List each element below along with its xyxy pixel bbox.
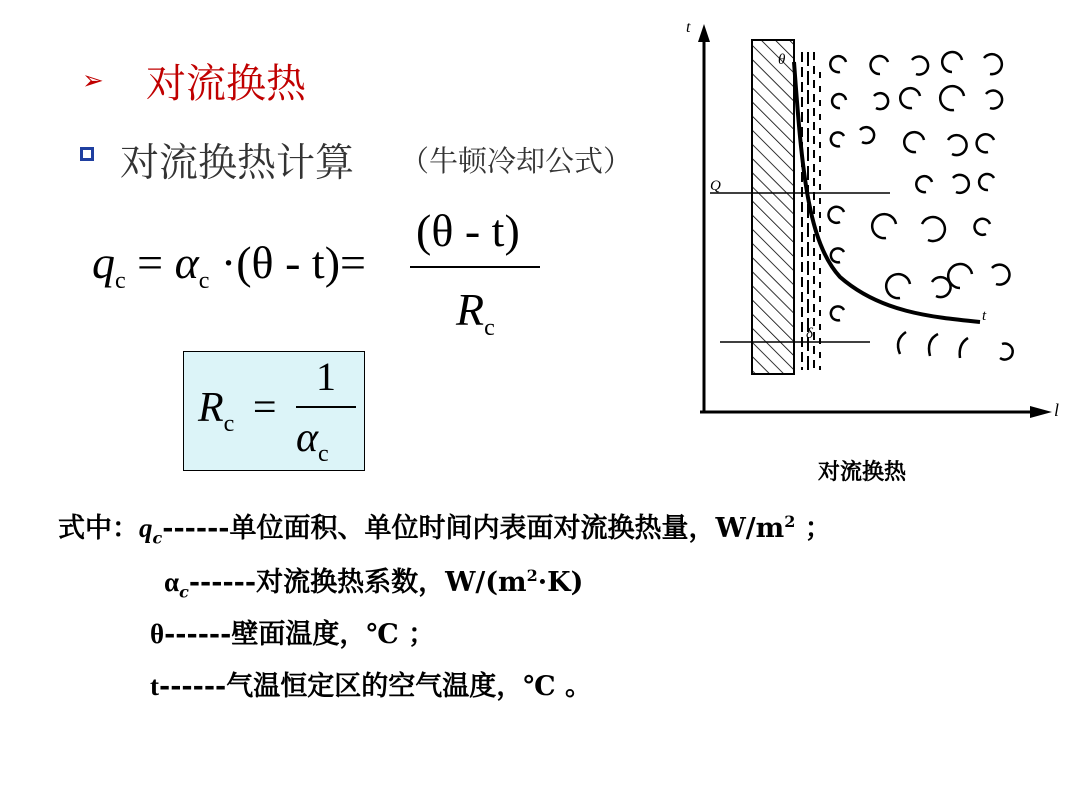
definition-t-text: ------气温恒定区的空气温度，℃ 。 — [159, 671, 592, 702]
definition-q — [58, 506, 832, 547]
definition-q-tail: ； — [795, 513, 832, 544]
definition-q-symbol: q — [139, 513, 153, 543]
formula-q: q — [92, 237, 115, 288]
formula-alpha-sub: c — [198, 268, 210, 294]
formula-eq: = — [137, 237, 164, 288]
definition-alpha — [164, 560, 583, 601]
square-bullet-icon — [80, 147, 94, 161]
definition-alpha-tail: ·K) — [537, 567, 584, 598]
resistance-R: R — [198, 385, 224, 431]
formula-numerator: (θ - t) — [416, 205, 520, 256]
newton-cooling-formula — [92, 236, 366, 294]
formula-fraction-bar — [410, 266, 540, 268]
resistance-alpha: α — [296, 415, 319, 461]
resistance-alpha-sub: c — [318, 441, 329, 467]
wall — [752, 40, 794, 374]
q-label: Q — [710, 178, 721, 194]
definition-q-text: ------单位面积、单位时间内表面对流换热量，W/m — [162, 513, 785, 544]
definition-prefix: 式中： — [58, 513, 139, 544]
vertical-axis-arrow-icon — [698, 24, 710, 42]
subheading: 对流换热计算 — [120, 141, 355, 186]
definition-alpha-sub: c — [179, 582, 189, 602]
delta-label: δ — [806, 326, 813, 342]
definition-q-sub: c — [152, 528, 163, 548]
axis-t-label: t — [686, 19, 691, 36]
resistance-fraction-bar — [296, 406, 356, 408]
slide-title: 对流换热 — [146, 61, 306, 107]
convection-diagram — [686, 12, 1080, 432]
axis-l-label: l — [1054, 400, 1060, 420]
subheading-note: （牛顿冷却公式） — [400, 144, 633, 178]
curve-t-label: t — [982, 308, 987, 324]
definition-q-sup: 2 — [784, 512, 796, 531]
resistance-numerator: 1 — [316, 354, 336, 399]
definition-t — [150, 664, 592, 703]
formula-den-R: R — [456, 284, 485, 335]
resistance-denominator — [296, 414, 329, 467]
definition-theta-symbol: θ — [150, 619, 165, 649]
resistance-lhs — [198, 384, 277, 437]
formula-alpha: α — [174, 237, 199, 288]
formula-den-sub: c — [484, 315, 495, 341]
formula-q-sub: c — [115, 268, 126, 294]
definition-theta — [150, 612, 435, 651]
theta-label: θ — [778, 52, 786, 68]
definition-theta-text: ------壁面温度，℃ ； — [164, 619, 436, 650]
formula-middle: ·(θ - t)= — [220, 237, 366, 288]
horizontal-axis-arrow-icon — [1030, 406, 1052, 418]
formula-denominator — [456, 283, 495, 341]
heading-arrow-icon: ➢ — [82, 66, 104, 96]
definition-alpha-sup: 2 — [526, 566, 538, 585]
resistance-eq: = — [252, 385, 277, 431]
definition-t-symbol: t — [150, 671, 159, 701]
definition-alpha-text: ------对流换热系数，W/(m — [188, 567, 527, 598]
figure-caption: 对流换热 — [818, 459, 907, 485]
definition-alpha-symbol: α — [164, 567, 180, 597]
resistance-R-sub: c — [223, 411, 235, 437]
